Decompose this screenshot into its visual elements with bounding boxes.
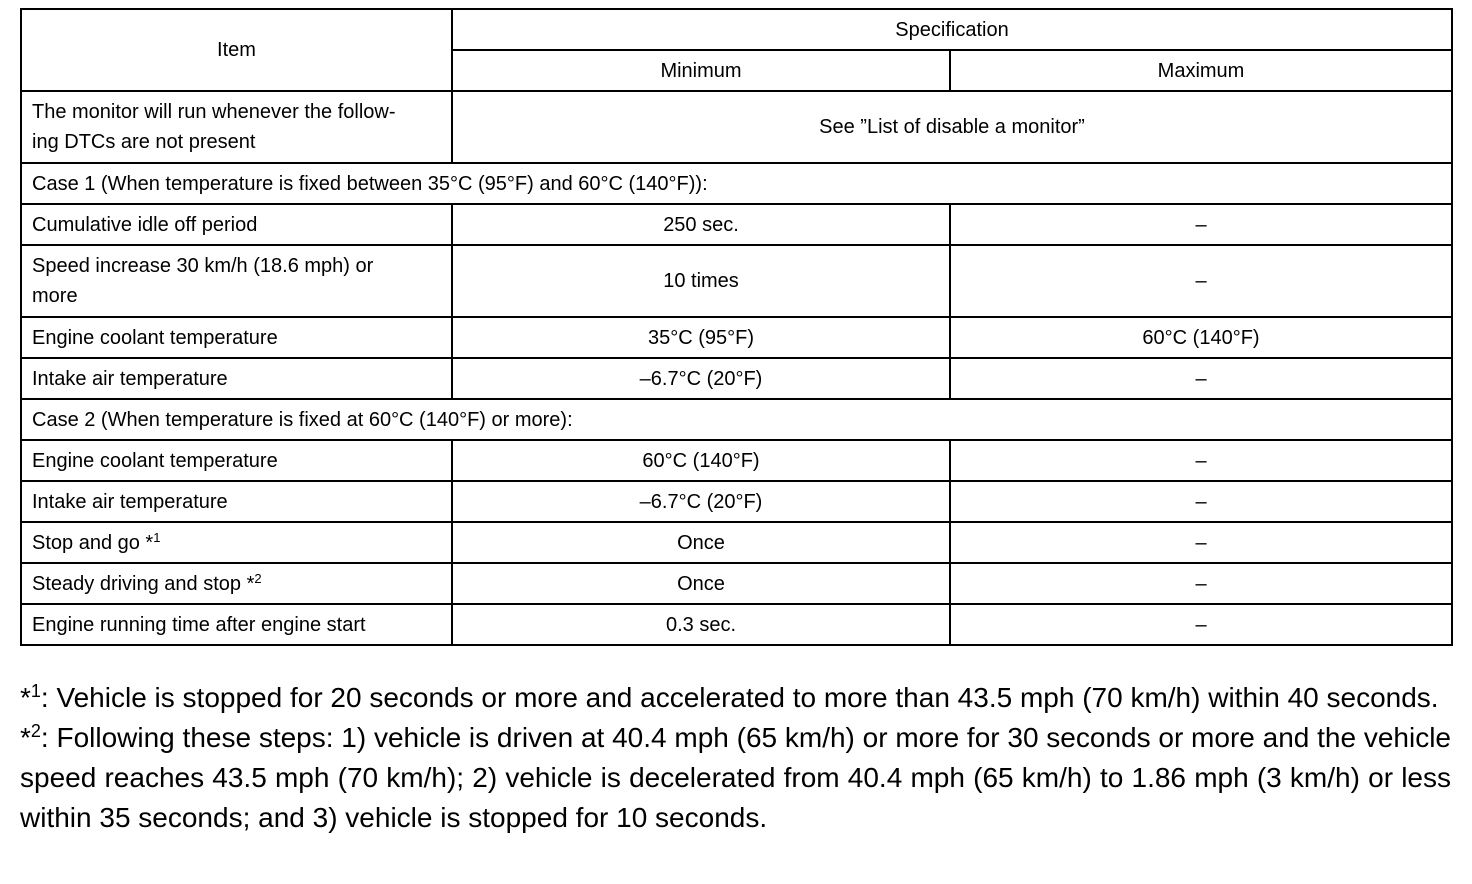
- table-row: [21, 358, 1452, 399]
- item-cell: Intake air temperature: [21, 358, 452, 399]
- item-text: Stop and go *: [32, 531, 154, 554]
- minimum-cell: 0.3 sec.: [452, 604, 950, 645]
- item-cell: [21, 245, 452, 317]
- item-line2: more: [32, 285, 78, 307]
- footnote-number: 2: [30, 721, 41, 741]
- footnote-marker: *: [20, 722, 31, 753]
- case1-title: Case 1 (When temperature is fixed between 35°C (95°F) and 60°C (140°F)):: [21, 163, 1452, 204]
- maximum-cell: 60°C (140°F): [950, 317, 1452, 358]
- table-row: [21, 204, 1452, 245]
- table-row: [21, 317, 1452, 358]
- table-row: [21, 604, 1452, 645]
- minimum-header: Minimum: [452, 50, 950, 91]
- item-cell: Cumulative idle off period: [21, 204, 452, 245]
- minimum-cell: 60°C (140°F): [452, 440, 950, 481]
- maximum-header: Maximum: [950, 50, 1452, 91]
- table-row: [21, 563, 1452, 604]
- footnote-marker: *: [20, 682, 31, 713]
- case1-title-row: [21, 163, 1452, 204]
- footnote-1: [20, 678, 1451, 718]
- case2-title: Case 2 (When temperature is fixed at 60°C (140°F) or more):: [21, 399, 1452, 440]
- maximum-cell: –: [950, 481, 1452, 522]
- table-row: [21, 245, 1452, 317]
- maximum-cell: –: [950, 358, 1452, 399]
- table-row: [21, 440, 1452, 481]
- intro-item-cell: [21, 91, 452, 163]
- item-text: Steady driving and stop *: [32, 572, 255, 595]
- footnote-ref: 2: [254, 570, 262, 586]
- intro-item-line2: ing DTCs are not present: [32, 131, 256, 153]
- maximum-cell: –: [950, 522, 1452, 563]
- maximum-cell: –: [950, 245, 1452, 317]
- footnote-ref: 1: [153, 529, 161, 545]
- minimum-cell: –6.7°C (20°F): [452, 358, 950, 399]
- footnote-2: [20, 718, 1451, 838]
- minimum-cell: 250 sec.: [452, 204, 950, 245]
- specification-table: [20, 8, 1453, 646]
- footnotes: [20, 678, 1451, 838]
- item-line1: Speed increase 30 km/h (18.6 mph) or: [32, 255, 374, 277]
- minimum-cell: 35°C (95°F): [452, 317, 950, 358]
- item-cell: Engine running time after engine start: [21, 604, 452, 645]
- item-cell: [21, 522, 452, 563]
- specification-header: Specification: [452, 9, 1452, 50]
- maximum-cell: –: [950, 440, 1452, 481]
- maximum-cell: –: [950, 604, 1452, 645]
- minimum-cell: Once: [452, 522, 950, 563]
- header-row: [21, 9, 1452, 50]
- minimum-cell: Once: [452, 563, 950, 604]
- footnote-text: : Vehicle is stopped for 20 seconds or more and accelerated to more than 43.5 mph (70 km/h) within 40 seconds.: [40, 682, 1439, 713]
- table-row: [21, 522, 1452, 563]
- maximum-cell: –: [950, 204, 1452, 245]
- case2-title-row: [21, 399, 1452, 440]
- minimum-cell: –6.7°C (20°F): [452, 481, 950, 522]
- intro-row: [21, 91, 1452, 163]
- item-cell: Engine coolant temperature: [21, 317, 452, 358]
- footnote-number: 1: [30, 681, 41, 701]
- item-header: Item: [21, 9, 452, 91]
- table-row: [21, 481, 1452, 522]
- intro-item-line1: The monitor will run whenever the follow-: [32, 101, 396, 123]
- maximum-cell: –: [950, 563, 1452, 604]
- item-cell: Intake air temperature: [21, 481, 452, 522]
- minimum-cell: 10 times: [452, 245, 950, 317]
- footnote-text: : Following these steps: 1) vehicle is driven at 40.4 mph (65 km/h) or more for 30 seconds or more and the vehicle speed reaches 43.5 mph (70 km/h); 2) vehicle is decelerated from 40.4 mph (65 km/h) to 1.86 mph (3 km/h) or less within 35 seconds; and 3) vehicle is stopped for 10 seconds.: [20, 722, 1451, 833]
- item-cell: [21, 563, 452, 604]
- item-cell: Engine coolant temperature: [21, 440, 452, 481]
- intro-spec-cell: See ”List of disable a monitor”: [452, 91, 1452, 163]
